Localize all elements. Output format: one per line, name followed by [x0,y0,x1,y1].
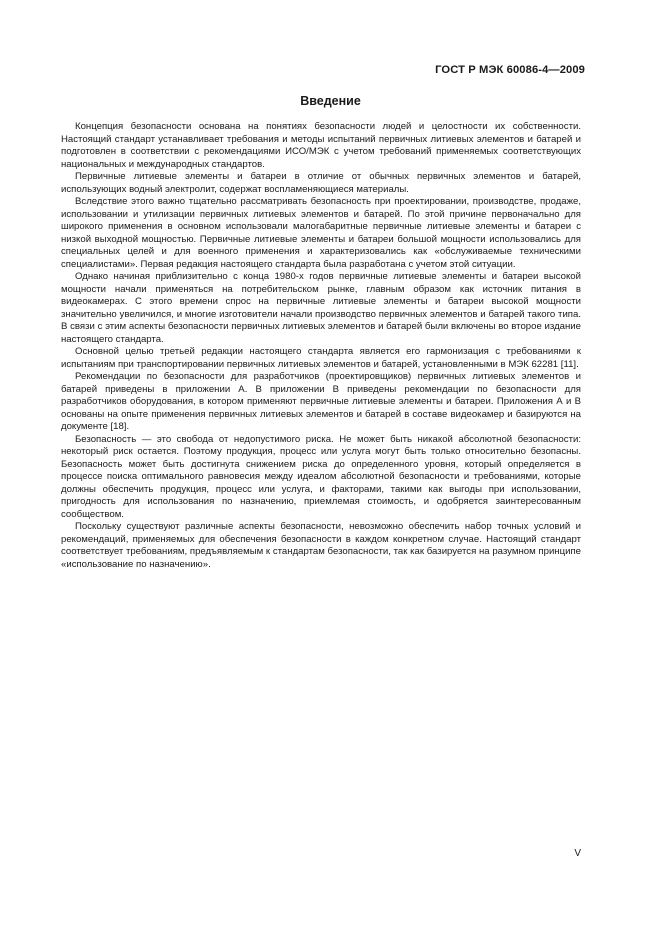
standard-designation: ГОСТ Р МЭК 60086-4—2009 [435,64,585,76]
page-number: V [574,848,581,859]
paragraph: Рекомендации по безопасности для разработчиков (проектировщиков) первичных литиевых элементов и батарей приведены в приложении А. В приложении В приведены рекомендации по безопасности для разработчиков оборудования, в котором применяют первичные литиевые элементы и батареи. Приложения А и В основаны на опыте применения первичных литиевых элементов и батарей в составе видеокамер и базируются на документе [18]. [61,371,581,432]
paragraph: Поскольку существуют различные аспекты безопасности, невозможно обеспечить набор точных условий и рекомендаций, применяемых для обеспечения безопасности в каждом конкретном случае. Настоящий стандарт соответствует требованиям, предъявляемым к стандартам безопасности, так как базируется на разумном принципе «использование по назначению». [61,521,581,570]
paragraph: Вследствие этого важно тщательно рассматривать безопасность при проектировании, производстве, продаже, использовании и утилизации первичных литиевых элементов и батарей. По этой причине первоначально для широкого применения в основном использовали малогабаритные первичные литиевые элементы и батареи с низкой выходной мощностью. Первичные литиевые элементы и батареи большой мощности использовались для специальных целей и для военного применения и характеризовались как «обслуживаемые техническими специалистами». Первая редакция настоящего стандарта была разработана с учетом этой ситуации. [61,196,581,270]
body-text [61,121,581,571]
paragraph: Основной целью третьей редакции настоящего стандарта является его гармонизация с требованиями к испытаниям при транспортировании первичных литиевых элементов и батарей, установленными в МЭК 62281 [11]. [61,346,581,370]
paragraph: Концепция безопасности основана на понятиях безопасности людей и целостности их собственности. Настоящий стандарт устанавливает требования и методы испытаний первичных литиевых элементов и батарей и подготовлен в соответствии с рекомендациями ИСО/МЭК с учетом требований применяемых соответствующих национальных и международных стандартов. [61,121,581,170]
paragraph: Первичные литиевые элементы и батареи в отличие от обычных первичных элементов и батарей, использующих водный электролит, содержат воспламеняющиеся материалы. [61,171,581,195]
paragraph: Безопасность — это свобода от недопустимого риска. Не может быть никакой абсолютной безопасности: некоторый риск остается. Поэтому продукция, процесс или услуга могут быть только относительно безопасны. Безопасность может быть достигнута снижением риска до определенного уровня, который определяется в процессе поиска оптимального равновесия между идеалом абсолютной безопасности и требованиями, которые должны обеспечить продукция, процесс или услуга, и факторами, такими как выгоды при использовании, пригодность для использования по назначению, приемлемая стоимость, и одобряется заинтересованным сообществом. [61,433,581,520]
paragraph: Однако начиная приблизительно с конца 1980-х годов первичные литиевые элементы и батареи высокой мощности начали применяться на потребительском рынке, главным образом как источник питания в видеокамерах. С этого времени спрос на первичные литиевые элементы и батареи высокой мощности значительно увеличился, и многие изготовители начали производство первичных элементов и батарей такого типа. В связи с этим аспекты безопасности первичных литиевых элементов и батарей были включены во второе издание настоящего стандарта. [61,271,581,345]
section-title: Введение [300,94,361,108]
